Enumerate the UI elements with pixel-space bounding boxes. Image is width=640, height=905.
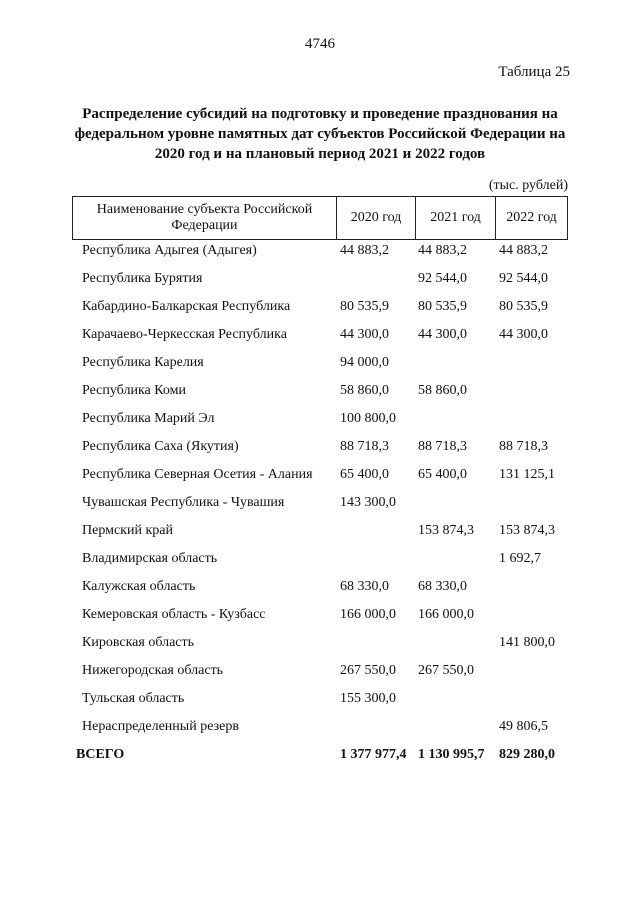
table-row (0, 408, 640, 436)
cell-2022: 88 718,3 (499, 439, 548, 454)
table-row (0, 296, 640, 324)
cell-name: Кабардино-Балкарская Республика (82, 299, 291, 314)
total-row (0, 744, 640, 772)
cell-name: Пермский край (82, 523, 173, 538)
cell-name: Республика Адыгея (Адыгея) (82, 243, 257, 258)
cell-2022: 141 800,0 (499, 635, 555, 650)
cell-2020: 44 300,0 (340, 327, 389, 342)
cell-name: Республика Карелия (82, 355, 204, 370)
table-row (0, 352, 640, 380)
table-row (0, 464, 640, 492)
table-row (0, 436, 640, 464)
cell-2021: 58 860,0 (418, 383, 467, 398)
total-label: ВСЕГО (76, 747, 125, 762)
header-2020: 2020 год (337, 197, 416, 239)
cell-2020: 44 883,2 (340, 243, 389, 258)
table-row (0, 380, 640, 408)
table-row (0, 240, 640, 268)
cell-name: Республика Марий Эл (82, 411, 215, 426)
table-body (0, 240, 640, 772)
cell-2022: 153 874,3 (499, 523, 555, 538)
header-subject-name-line1: Наименование субъекта Российской (96, 202, 313, 217)
table-row (0, 324, 640, 352)
cell-2022: 44 300,0 (499, 327, 548, 342)
cell-2021: 88 718,3 (418, 439, 467, 454)
cell-name: Карачаево-Черкесская Республика (82, 327, 287, 342)
cell-name: Владимирская область (82, 551, 218, 566)
cell-name: Республика Коми (82, 383, 186, 398)
cell-2021: 44 300,0 (418, 327, 467, 342)
cell-name: Нераспределенный резерв (82, 719, 239, 734)
header-subject-name (73, 197, 337, 239)
title-line: 2020 год и на плановый период 2021 и 2022 годов (154, 146, 486, 162)
cell-2021: 44 883,2 (418, 243, 467, 258)
cell-name: Кемеровская область - Кузбасс (82, 607, 266, 622)
cell-2021: 68 330,0 (418, 579, 467, 594)
cell-2021: 153 874,3 (418, 523, 474, 538)
cell-name: Чувашская Республика - Чувашия (82, 495, 285, 510)
cell-2022: 131 125,1 (499, 467, 555, 482)
cell-2020: 94 000,0 (340, 355, 389, 370)
cell-2020: 58 860,0 (340, 383, 389, 398)
cell-2020: 88 718,3 (340, 439, 389, 454)
cell-2021: 80 535,9 (418, 299, 467, 314)
cell-2020: 267 550,0 (340, 663, 396, 678)
table-row (0, 520, 640, 548)
header-subject-name-line2: Федерации (171, 218, 238, 233)
title-line: федеральном уровне памятных дат субъектов Российской Федерации на (74, 126, 566, 142)
cell-2022: 1 692,7 (499, 551, 541, 566)
table-title (70, 104, 570, 164)
cell-2022: 80 535,9 (499, 299, 548, 314)
total-2020: 1 377 977,4 (340, 747, 407, 762)
cell-2020: 155 300,0 (340, 691, 396, 706)
cell-2021: 92 544,0 (418, 271, 467, 286)
cell-name: Кировская область (82, 635, 195, 650)
table-row (0, 492, 640, 520)
cell-name: Нижегородская область (82, 663, 224, 678)
cell-name: Республика Северная Осетия - Алания (82, 467, 313, 482)
cell-2020: 65 400,0 (340, 467, 389, 482)
units-label: (тыс. рублей) (488, 178, 568, 193)
table-label: Таблица 25 (498, 64, 570, 80)
header-2021: 2021 год (416, 197, 496, 239)
cell-2021: 267 550,0 (418, 663, 474, 678)
cell-2022: 49 806,5 (499, 719, 548, 734)
table-header (72, 196, 568, 240)
table-row (0, 604, 640, 632)
title-line: Распределение субсидий на подготовку и проведение празднования на (82, 106, 558, 122)
cell-name: Республика Бурятия (82, 271, 203, 286)
cell-name: Республика Саха (Якутия) (82, 439, 239, 454)
table-row (0, 660, 640, 688)
cell-2022: 44 883,2 (499, 243, 548, 258)
cell-2020: 100 800,0 (340, 411, 396, 426)
cell-2020: 166 000,0 (340, 607, 396, 622)
table-row (0, 688, 640, 716)
cell-name: Калужская область (82, 579, 196, 594)
cell-2020: 143 300,0 (340, 495, 396, 510)
cell-2021: 65 400,0 (418, 467, 467, 482)
table-row (0, 268, 640, 296)
cell-2022: 92 544,0 (499, 271, 548, 286)
total-2022: 829 280,0 (499, 747, 555, 762)
header-2022: 2022 год (506, 210, 557, 225)
cell-2021: 166 000,0 (418, 607, 474, 622)
cell-2020: 68 330,0 (340, 579, 389, 594)
table-row (0, 716, 640, 744)
table-row (0, 576, 640, 604)
cell-2020: 80 535,9 (340, 299, 389, 314)
table-row (0, 632, 640, 660)
page-number: 4746 (305, 36, 335, 52)
cell-name: Тульская область (82, 691, 185, 706)
table-row (0, 548, 640, 576)
total-2021: 1 130 995,7 (418, 747, 485, 762)
